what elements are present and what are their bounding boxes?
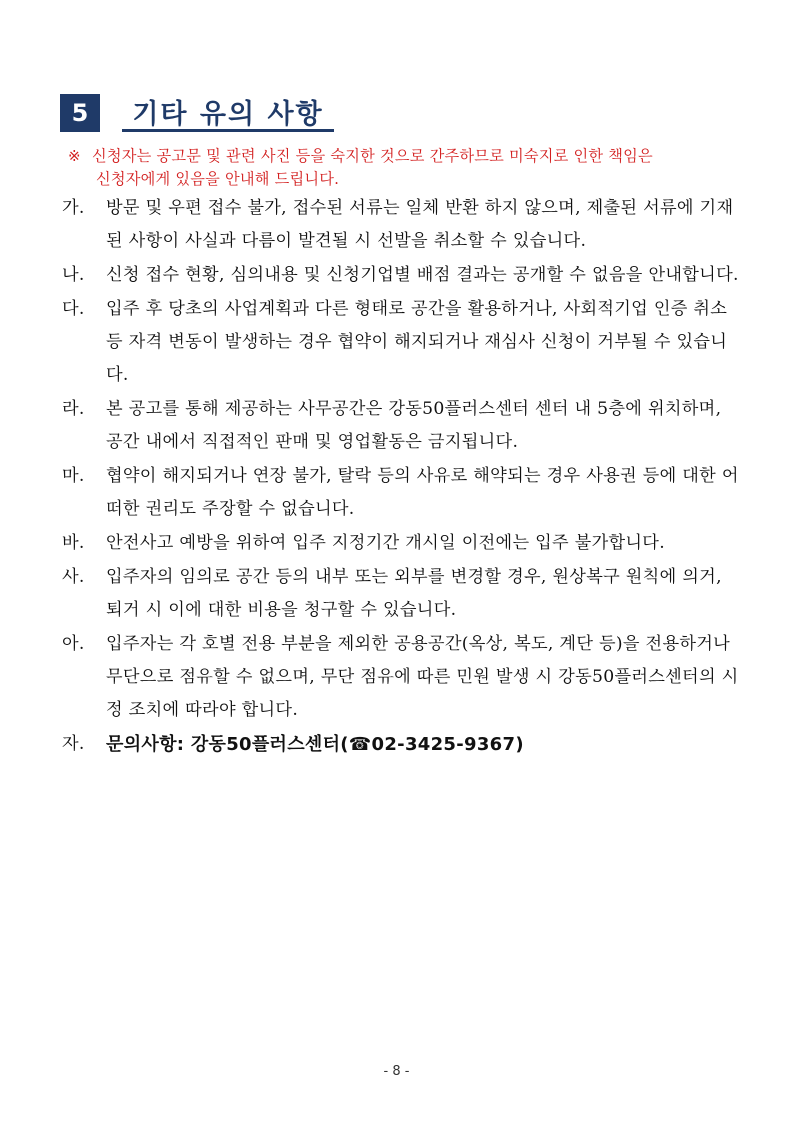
item-text: 입주 후 당초의 사업계획과 다른 형태로 공간을 활용하거나, 사회적기업 인증 취소 등 자격 변동이 발생하는 경우 협약이 해지되거나 재심사 신청이 거부될 수 있습니다. [106, 299, 728, 385]
item-marker: 아. [62, 634, 85, 654]
section-header [60, 90, 334, 132]
list-item [62, 561, 742, 627]
notice-text-1: 신청자는 공고문 및 관련 사진 등을 숙지한 것으로 간주하므로 미숙지로 인한 책임은 [92, 147, 653, 165]
item-marker: 나. [62, 265, 85, 285]
item-marker: 라. [62, 399, 85, 419]
item-marker: 바. [62, 533, 85, 553]
item-marker: 다. [62, 299, 85, 319]
list-item [62, 192, 742, 258]
section-number: 5 [60, 94, 100, 132]
notice-line-1 [68, 145, 748, 168]
contact-item [62, 728, 742, 762]
item-text: 협약이 해지되거나 연장 불가, 탈락 등의 사유로 해약되는 경우 사용권 등에 대한 어떠한 권리도 주장할 수 없습니다. [106, 466, 739, 519]
item-marker: 사. [62, 567, 85, 587]
list-item [62, 259, 742, 292]
notice [68, 145, 748, 191]
list-item [62, 527, 742, 560]
list-item [62, 393, 742, 459]
item-marker: 자. [62, 734, 85, 754]
item-marker: 가. [62, 198, 85, 218]
contact-text: 문의사항: 강동50플러스센터(☎02-3425-9367) [106, 734, 524, 755]
page-number: - 8 - [383, 1064, 410, 1079]
item-text: 입주자는 각 호별 전용 부분을 제외한 공용공간(옥상, 복도, 계단 등)을 전용하거나 무단으로 점유할 수 없으며, 무단 점유에 따른 민원 발생 시 강동50플러스센터의 시정 조치에 따라야 합니다. [106, 634, 739, 720]
list-item [62, 628, 742, 727]
notice-text-2: 신청자에게 있음을 안내해 드립니다. [96, 170, 340, 188]
item-list [62, 192, 742, 763]
item-text: 안전사고 예방을 위하여 입주 지정기간 개시일 이전에는 입주 불가합니다. [106, 533, 665, 553]
item-text: 방문 및 우편 접수 불가, 접수된 서류는 일체 반환 하지 않으며, 제출된 서류에 기재된 사항이 사실과 다름이 발견될 시 선발을 취소할 수 있습니다. [106, 198, 734, 251]
item-text: 입주자의 임의로 공간 등의 내부 또는 외부를 변경할 경우, 원상복구 원칙에 의거, 퇴거 시 이에 대한 비용을 청구할 수 있습니다. [106, 567, 722, 620]
notice-mark: ※ [68, 147, 81, 165]
section-title: 기타 유의 사항 [122, 93, 334, 132]
list-item [62, 293, 742, 392]
item-text: 본 공고를 통해 제공하는 사무공간은 강동50플러스센터 센터 내 5층에 위치하며, 공간 내에서 직접적인 판매 및 영업활동은 금지됩니다. [106, 399, 722, 452]
item-marker: 마. [62, 466, 85, 486]
list-item [62, 460, 742, 526]
item-text: 신청 접수 현황, 심의내용 및 신청기업별 배점 결과는 공개할 수 없음을 안내합니다. [106, 265, 739, 285]
